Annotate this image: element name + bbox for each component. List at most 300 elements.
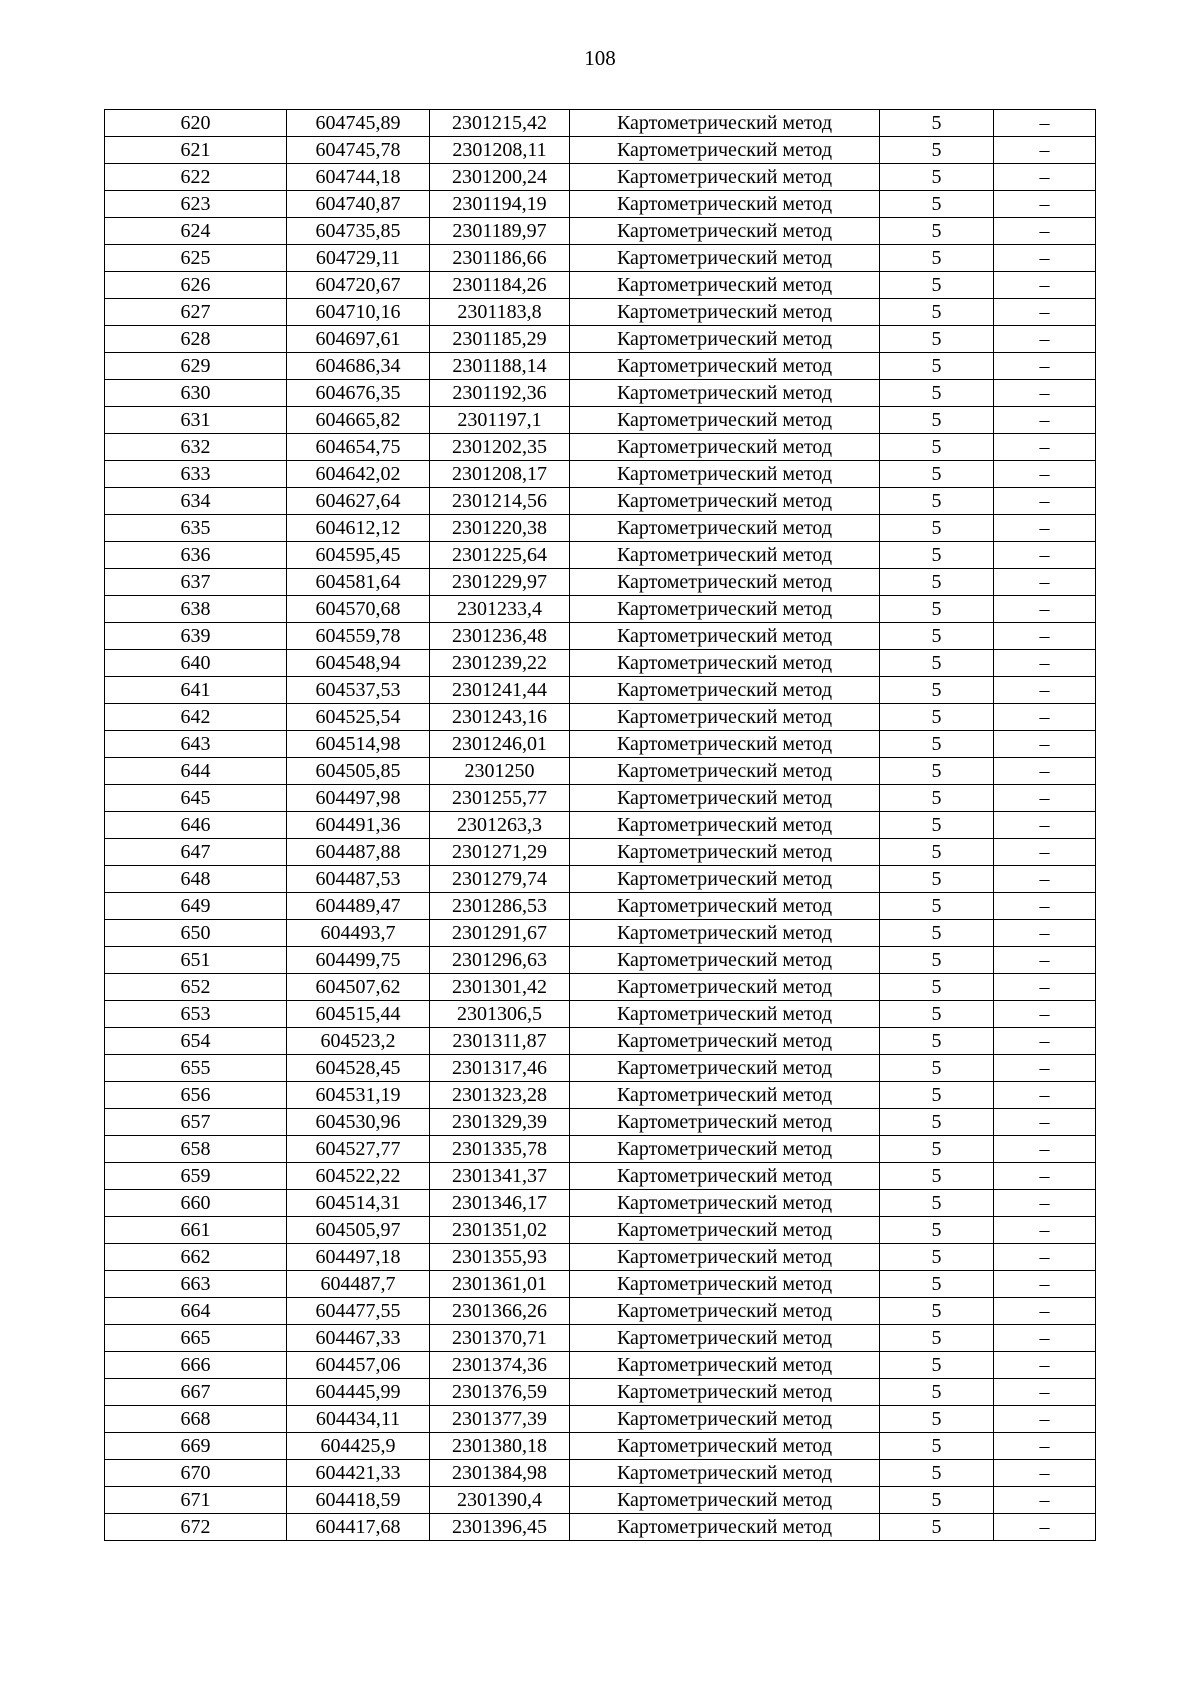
- point-number-cell: 660: [105, 1190, 287, 1217]
- note-cell: –: [994, 299, 1096, 326]
- note-cell: –: [994, 758, 1096, 785]
- y-coordinate-cell: 2301233,4: [430, 596, 570, 623]
- note-cell: –: [994, 947, 1096, 974]
- table-row: [105, 704, 1096, 731]
- note-cell: –: [994, 326, 1096, 353]
- method-cell: Картометрический метод: [570, 920, 880, 947]
- note-cell: –: [994, 1028, 1096, 1055]
- table-row: [105, 1379, 1096, 1406]
- table-row: [105, 1244, 1096, 1271]
- accuracy-cell: 5: [880, 542, 994, 569]
- note-cell: –: [994, 542, 1096, 569]
- accuracy-cell: 5: [880, 677, 994, 704]
- x-coordinate-cell: 604744,18: [287, 164, 430, 191]
- accuracy-cell: 5: [880, 1460, 994, 1487]
- y-coordinate-cell: 2301291,67: [430, 920, 570, 947]
- accuracy-cell: 5: [880, 974, 994, 1001]
- x-coordinate-cell: 604514,98: [287, 731, 430, 758]
- point-number-cell: 646: [105, 812, 287, 839]
- y-coordinate-cell: 2301255,77: [430, 785, 570, 812]
- table-row: [105, 218, 1096, 245]
- y-coordinate-cell: 2301306,5: [430, 1001, 570, 1028]
- accuracy-cell: 5: [880, 569, 994, 596]
- y-coordinate-cell: 2301279,74: [430, 866, 570, 893]
- y-coordinate-cell: 2301246,01: [430, 731, 570, 758]
- y-coordinate-cell: 2301311,87: [430, 1028, 570, 1055]
- x-coordinate-cell: 604425,9: [287, 1433, 430, 1460]
- x-coordinate-cell: 604457,06: [287, 1352, 430, 1379]
- accuracy-cell: 5: [880, 1190, 994, 1217]
- table-row: [105, 542, 1096, 569]
- point-number-cell: 655: [105, 1055, 287, 1082]
- y-coordinate-cell: 2301370,71: [430, 1325, 570, 1352]
- y-coordinate-cell: 2301341,37: [430, 1163, 570, 1190]
- note-cell: –: [994, 1271, 1096, 1298]
- method-cell: Картометрический метод: [570, 1487, 880, 1514]
- accuracy-cell: 5: [880, 1217, 994, 1244]
- method-cell: Картометрический метод: [570, 407, 880, 434]
- table-row: [105, 677, 1096, 704]
- method-cell: Картометрический метод: [570, 1406, 880, 1433]
- method-cell: Картометрический метод: [570, 569, 880, 596]
- note-cell: –: [994, 1406, 1096, 1433]
- y-coordinate-cell: 2301380,18: [430, 1433, 570, 1460]
- accuracy-cell: 5: [880, 1433, 994, 1460]
- point-number-cell: 629: [105, 353, 287, 380]
- accuracy-cell: 5: [880, 758, 994, 785]
- point-number-cell: 666: [105, 1352, 287, 1379]
- y-coordinate-cell: 2301208,17: [430, 461, 570, 488]
- point-number-cell: 637: [105, 569, 287, 596]
- x-coordinate-cell: 604507,62: [287, 974, 430, 1001]
- y-coordinate-cell: 2301323,28: [430, 1082, 570, 1109]
- x-coordinate-cell: 604740,87: [287, 191, 430, 218]
- note-cell: –: [994, 974, 1096, 1001]
- x-coordinate-cell: 604445,99: [287, 1379, 430, 1406]
- method-cell: Картометрический метод: [570, 1460, 880, 1487]
- table-row: [105, 434, 1096, 461]
- method-cell: Картометрический метод: [570, 1244, 880, 1271]
- point-number-cell: 623: [105, 191, 287, 218]
- accuracy-cell: 5: [880, 1352, 994, 1379]
- x-coordinate-cell: 604612,12: [287, 515, 430, 542]
- x-coordinate-cell: 604745,89: [287, 110, 430, 137]
- note-cell: –: [994, 1163, 1096, 1190]
- note-cell: –: [994, 434, 1096, 461]
- point-number-cell: 668: [105, 1406, 287, 1433]
- x-coordinate-cell: 604559,78: [287, 623, 430, 650]
- accuracy-cell: 5: [880, 110, 994, 137]
- accuracy-cell: 5: [880, 137, 994, 164]
- method-cell: Картометрический метод: [570, 1217, 880, 1244]
- table-row: [105, 1109, 1096, 1136]
- note-cell: –: [994, 731, 1096, 758]
- note-cell: –: [994, 1352, 1096, 1379]
- method-cell: Картометрический метод: [570, 1028, 880, 1055]
- note-cell: –: [994, 812, 1096, 839]
- y-coordinate-cell: 2301215,42: [430, 110, 570, 137]
- method-cell: Картометрический метод: [570, 488, 880, 515]
- point-number-cell: 642: [105, 704, 287, 731]
- y-coordinate-cell: 2301229,97: [430, 569, 570, 596]
- point-number-cell: 653: [105, 1001, 287, 1028]
- note-cell: –: [994, 272, 1096, 299]
- x-coordinate-cell: 604686,34: [287, 353, 430, 380]
- x-coordinate-cell: 604537,53: [287, 677, 430, 704]
- table-row: [105, 1217, 1096, 1244]
- point-number-cell: 663: [105, 1271, 287, 1298]
- point-number-cell: 622: [105, 164, 287, 191]
- note-cell: –: [994, 1001, 1096, 1028]
- coordinates-table-body: [105, 110, 1096, 1541]
- note-cell: –: [994, 893, 1096, 920]
- table-row: [105, 326, 1096, 353]
- table-row: [105, 272, 1096, 299]
- method-cell: Картометрический метод: [570, 1298, 880, 1325]
- y-coordinate-cell: 2301189,97: [430, 218, 570, 245]
- point-number-cell: 644: [105, 758, 287, 785]
- x-coordinate-cell: 604489,47: [287, 893, 430, 920]
- accuracy-cell: 5: [880, 164, 994, 191]
- accuracy-cell: 5: [880, 839, 994, 866]
- x-coordinate-cell: 604434,11: [287, 1406, 430, 1433]
- y-coordinate-cell: 2301384,98: [430, 1460, 570, 1487]
- y-coordinate-cell: 2301200,24: [430, 164, 570, 191]
- method-cell: Картометрический метод: [570, 1352, 880, 1379]
- y-coordinate-cell: 2301377,39: [430, 1406, 570, 1433]
- note-cell: –: [994, 353, 1096, 380]
- note-cell: –: [994, 920, 1096, 947]
- y-coordinate-cell: 2301188,14: [430, 353, 570, 380]
- y-coordinate-cell: 2301202,35: [430, 434, 570, 461]
- point-number-cell: 636: [105, 542, 287, 569]
- note-cell: –: [994, 1190, 1096, 1217]
- y-coordinate-cell: 2301208,11: [430, 137, 570, 164]
- table-row: [105, 137, 1096, 164]
- y-coordinate-cell: 2301346,17: [430, 1190, 570, 1217]
- point-number-cell: 652: [105, 974, 287, 1001]
- y-coordinate-cell: 2301396,45: [430, 1514, 570, 1541]
- point-number-cell: 659: [105, 1163, 287, 1190]
- x-coordinate-cell: 604491,36: [287, 812, 430, 839]
- point-number-cell: 620: [105, 110, 287, 137]
- method-cell: Картометрический метод: [570, 1379, 880, 1406]
- y-coordinate-cell: 2301186,66: [430, 245, 570, 272]
- y-coordinate-cell: 2301301,42: [430, 974, 570, 1001]
- table-row: [105, 461, 1096, 488]
- method-cell: Картометрический метод: [570, 110, 880, 137]
- note-cell: –: [994, 677, 1096, 704]
- y-coordinate-cell: 2301250: [430, 758, 570, 785]
- x-coordinate-cell: 604418,59: [287, 1487, 430, 1514]
- method-cell: Картометрический метод: [570, 1082, 880, 1109]
- point-number-cell: 647: [105, 839, 287, 866]
- point-number-cell: 641: [105, 677, 287, 704]
- point-number-cell: 628: [105, 326, 287, 353]
- note-cell: –: [994, 650, 1096, 677]
- accuracy-cell: 5: [880, 893, 994, 920]
- table-row: [105, 110, 1096, 137]
- accuracy-cell: 5: [880, 704, 994, 731]
- point-number-cell: 664: [105, 1298, 287, 1325]
- x-coordinate-cell: 604522,22: [287, 1163, 430, 1190]
- method-cell: Картометрический метод: [570, 245, 880, 272]
- y-coordinate-cell: 2301197,1: [430, 407, 570, 434]
- y-coordinate-cell: 2301184,26: [430, 272, 570, 299]
- y-coordinate-cell: 2301374,36: [430, 1352, 570, 1379]
- table-row: [105, 731, 1096, 758]
- y-coordinate-cell: 2301214,56: [430, 488, 570, 515]
- table-row: [105, 839, 1096, 866]
- accuracy-cell: 5: [880, 1298, 994, 1325]
- x-coordinate-cell: 604497,18: [287, 1244, 430, 1271]
- point-number-cell: 662: [105, 1244, 287, 1271]
- point-number-cell: 658: [105, 1136, 287, 1163]
- table-row: [105, 299, 1096, 326]
- note-cell: –: [994, 137, 1096, 164]
- method-cell: Картометрический метод: [570, 434, 880, 461]
- x-coordinate-cell: 604530,96: [287, 1109, 430, 1136]
- note-cell: –: [994, 1325, 1096, 1352]
- accuracy-cell: 5: [880, 407, 994, 434]
- x-coordinate-cell: 604527,77: [287, 1136, 430, 1163]
- point-number-cell: 671: [105, 1487, 287, 1514]
- table-row: [105, 1352, 1096, 1379]
- table-row: [105, 1163, 1096, 1190]
- table-row: [105, 623, 1096, 650]
- accuracy-cell: 5: [880, 1244, 994, 1271]
- method-cell: Картометрический метод: [570, 515, 880, 542]
- point-number-cell: 627: [105, 299, 287, 326]
- accuracy-cell: 5: [880, 380, 994, 407]
- x-coordinate-cell: 604523,2: [287, 1028, 430, 1055]
- x-coordinate-cell: 604487,7: [287, 1271, 430, 1298]
- y-coordinate-cell: 2301192,36: [430, 380, 570, 407]
- table-row: [105, 812, 1096, 839]
- note-cell: –: [994, 461, 1096, 488]
- table-row: [105, 1271, 1096, 1298]
- table-row: [105, 1190, 1096, 1217]
- note-cell: –: [994, 1379, 1096, 1406]
- table-row: [105, 920, 1096, 947]
- x-coordinate-cell: 604581,64: [287, 569, 430, 596]
- note-cell: –: [994, 1433, 1096, 1460]
- x-coordinate-cell: 604697,61: [287, 326, 430, 353]
- table-row: [105, 353, 1096, 380]
- y-coordinate-cell: 2301241,44: [430, 677, 570, 704]
- x-coordinate-cell: 604735,85: [287, 218, 430, 245]
- table-row: [105, 1136, 1096, 1163]
- accuracy-cell: 5: [880, 218, 994, 245]
- table-row: [105, 1514, 1096, 1541]
- point-number-cell: 635: [105, 515, 287, 542]
- table-row: [105, 245, 1096, 272]
- point-number-cell: 638: [105, 596, 287, 623]
- table-row: [105, 515, 1096, 542]
- note-cell: –: [994, 488, 1096, 515]
- accuracy-cell: 5: [880, 245, 994, 272]
- note-cell: –: [994, 866, 1096, 893]
- method-cell: Картометрический метод: [570, 542, 880, 569]
- x-coordinate-cell: 604676,35: [287, 380, 430, 407]
- table-row: [105, 1298, 1096, 1325]
- x-coordinate-cell: 604505,97: [287, 1217, 430, 1244]
- point-number-cell: 621: [105, 137, 287, 164]
- x-coordinate-cell: 604531,19: [287, 1082, 430, 1109]
- x-coordinate-cell: 604654,75: [287, 434, 430, 461]
- note-cell: –: [994, 1136, 1096, 1163]
- point-number-cell: 650: [105, 920, 287, 947]
- point-number-cell: 654: [105, 1028, 287, 1055]
- x-coordinate-cell: 604720,67: [287, 272, 430, 299]
- accuracy-cell: 5: [880, 596, 994, 623]
- accuracy-cell: 5: [880, 272, 994, 299]
- note-cell: –: [994, 1244, 1096, 1271]
- accuracy-cell: 5: [880, 488, 994, 515]
- point-number-cell: 667: [105, 1379, 287, 1406]
- point-number-cell: 625: [105, 245, 287, 272]
- x-coordinate-cell: 604477,55: [287, 1298, 430, 1325]
- accuracy-cell: 5: [880, 1055, 994, 1082]
- y-coordinate-cell: 2301355,93: [430, 1244, 570, 1271]
- note-cell: –: [994, 191, 1096, 218]
- table-row: [105, 488, 1096, 515]
- accuracy-cell: 5: [880, 650, 994, 677]
- y-coordinate-cell: 2301263,3: [430, 812, 570, 839]
- accuracy-cell: 5: [880, 1514, 994, 1541]
- point-number-cell: 626: [105, 272, 287, 299]
- table-row: [105, 1055, 1096, 1082]
- table-row: [105, 974, 1096, 1001]
- accuracy-cell: 5: [880, 920, 994, 947]
- method-cell: Картометрический метод: [570, 1433, 880, 1460]
- note-cell: –: [994, 1514, 1096, 1541]
- note-cell: –: [994, 1082, 1096, 1109]
- table-row: [105, 866, 1096, 893]
- accuracy-cell: 5: [880, 191, 994, 218]
- note-cell: –: [994, 1487, 1096, 1514]
- point-number-cell: 631: [105, 407, 287, 434]
- point-number-cell: 633: [105, 461, 287, 488]
- x-coordinate-cell: 604493,7: [287, 920, 430, 947]
- table-row: [105, 893, 1096, 920]
- table-row: [105, 1487, 1096, 1514]
- y-coordinate-cell: 2301351,02: [430, 1217, 570, 1244]
- method-cell: Картометрический метод: [570, 596, 880, 623]
- y-coordinate-cell: 2301183,8: [430, 299, 570, 326]
- accuracy-cell: 5: [880, 785, 994, 812]
- point-number-cell: 645: [105, 785, 287, 812]
- point-number-cell: 639: [105, 623, 287, 650]
- table-row: [105, 1082, 1096, 1109]
- y-coordinate-cell: 2301185,29: [430, 326, 570, 353]
- method-cell: Картометрический метод: [570, 1136, 880, 1163]
- table-row: [105, 1325, 1096, 1352]
- table-row: [105, 1028, 1096, 1055]
- method-cell: Картометрический метод: [570, 677, 880, 704]
- method-cell: Картометрический метод: [570, 353, 880, 380]
- table-row: [105, 407, 1096, 434]
- x-coordinate-cell: 604525,54: [287, 704, 430, 731]
- y-coordinate-cell: 2301317,46: [430, 1055, 570, 1082]
- y-coordinate-cell: 2301236,48: [430, 623, 570, 650]
- y-coordinate-cell: 2301390,4: [430, 1487, 570, 1514]
- method-cell: Картометрический метод: [570, 164, 880, 191]
- point-number-cell: 649: [105, 893, 287, 920]
- method-cell: Картометрический метод: [570, 1001, 880, 1028]
- accuracy-cell: 5: [880, 434, 994, 461]
- method-cell: Картометрический метод: [570, 272, 880, 299]
- accuracy-cell: 5: [880, 326, 994, 353]
- accuracy-cell: 5: [880, 1406, 994, 1433]
- method-cell: Картометрический метод: [570, 893, 880, 920]
- point-number-cell: 624: [105, 218, 287, 245]
- note-cell: –: [994, 1109, 1096, 1136]
- x-coordinate-cell: 604467,33: [287, 1325, 430, 1352]
- method-cell: Картометрический метод: [570, 731, 880, 758]
- point-number-cell: 657: [105, 1109, 287, 1136]
- note-cell: –: [994, 839, 1096, 866]
- note-cell: –: [994, 164, 1096, 191]
- x-coordinate-cell: 604642,02: [287, 461, 430, 488]
- note-cell: –: [994, 569, 1096, 596]
- point-number-cell: 656: [105, 1082, 287, 1109]
- method-cell: Картометрический метод: [570, 1109, 880, 1136]
- accuracy-cell: 5: [880, 461, 994, 488]
- table-row: [105, 164, 1096, 191]
- x-coordinate-cell: 604514,31: [287, 1190, 430, 1217]
- point-number-cell: 670: [105, 1460, 287, 1487]
- point-number-cell: 672: [105, 1514, 287, 1541]
- accuracy-cell: 5: [880, 1271, 994, 1298]
- note-cell: –: [994, 1460, 1096, 1487]
- x-coordinate-cell: 604487,53: [287, 866, 430, 893]
- method-cell: Картометрический метод: [570, 326, 880, 353]
- note-cell: –: [994, 515, 1096, 542]
- method-cell: Картометрический метод: [570, 650, 880, 677]
- point-number-cell: 669: [105, 1433, 287, 1460]
- table-row: [105, 1460, 1096, 1487]
- x-coordinate-cell: 604487,88: [287, 839, 430, 866]
- y-coordinate-cell: 2301239,22: [430, 650, 570, 677]
- accuracy-cell: 5: [880, 731, 994, 758]
- note-cell: –: [994, 380, 1096, 407]
- accuracy-cell: 5: [880, 1028, 994, 1055]
- note-cell: –: [994, 785, 1096, 812]
- note-cell: –: [994, 1217, 1096, 1244]
- method-cell: Картометрический метод: [570, 623, 880, 650]
- point-number-cell: 661: [105, 1217, 287, 1244]
- accuracy-cell: 5: [880, 515, 994, 542]
- x-coordinate-cell: 604745,78: [287, 137, 430, 164]
- accuracy-cell: 5: [880, 1136, 994, 1163]
- note-cell: –: [994, 1055, 1096, 1082]
- x-coordinate-cell: 604515,44: [287, 1001, 430, 1028]
- y-coordinate-cell: 2301335,78: [430, 1136, 570, 1163]
- x-coordinate-cell: 604499,75: [287, 947, 430, 974]
- accuracy-cell: 5: [880, 1163, 994, 1190]
- point-number-cell: 665: [105, 1325, 287, 1352]
- y-coordinate-cell: 2301243,16: [430, 704, 570, 731]
- coordinates-table: [104, 109, 1096, 1541]
- note-cell: –: [994, 596, 1096, 623]
- note-cell: –: [994, 1298, 1096, 1325]
- y-coordinate-cell: 2301220,38: [430, 515, 570, 542]
- x-coordinate-cell: 604421,33: [287, 1460, 430, 1487]
- point-number-cell: 643: [105, 731, 287, 758]
- method-cell: Картометрический метод: [570, 380, 880, 407]
- y-coordinate-cell: 2301271,29: [430, 839, 570, 866]
